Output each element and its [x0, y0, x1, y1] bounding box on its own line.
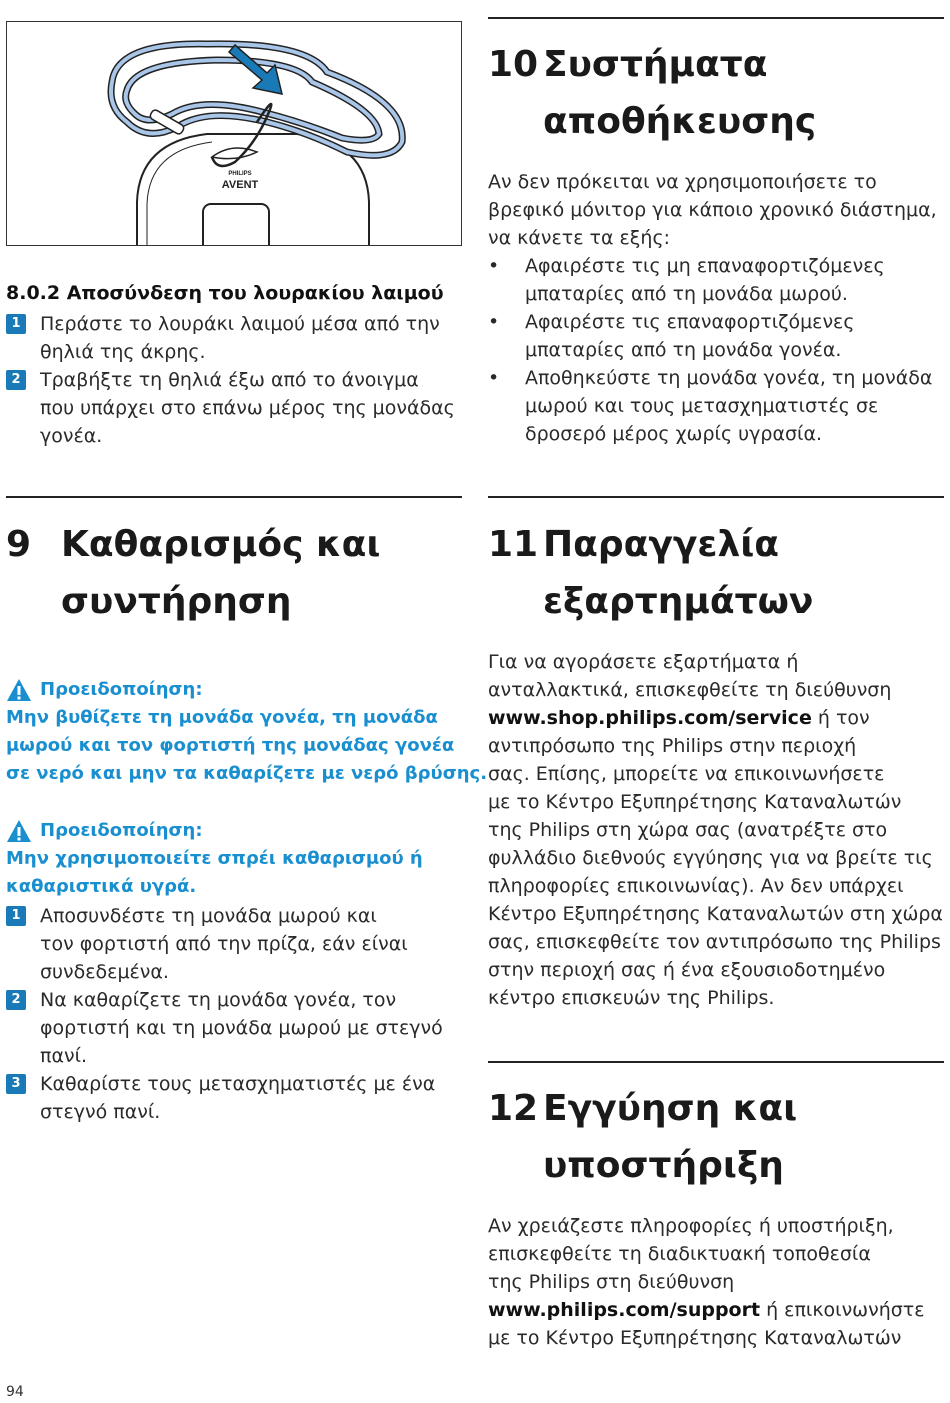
- step-line: φορτιστή και τη μονάδα μωρού με στεγνό: [40, 1017, 443, 1039]
- body-line: με το Κέντρο Εξυπηρέτησης Καταναλωτών: [488, 791, 902, 813]
- section-10-bullet-2: [488, 308, 944, 364]
- section-11-title: [488, 516, 944, 630]
- section-12-body: [488, 1212, 944, 1352]
- section-9-step-1: [6, 902, 456, 986]
- section-10-bullet-1: [488, 252, 944, 308]
- body-line: με το Κέντρο Εξυπηρέτησης Καταναλωτών: [488, 1327, 902, 1349]
- step-line: τον φορτιστή από την πρίζα, εάν είναι: [40, 933, 408, 955]
- step-line: Τραβήξτε τη θηλιά έξω από το άνοιγμα: [40, 369, 419, 391]
- body-fragment: ή τον: [811, 707, 870, 729]
- section-number: 10: [488, 44, 539, 85]
- body-line-with-link: [488, 1296, 944, 1324]
- section-8-step-1: [6, 310, 456, 366]
- title-line: Συστήματα: [543, 44, 768, 85]
- body-line: να κάνετε τα εξής:: [488, 227, 670, 249]
- body-line: πληροφορίες επικοινωνίας). Αν δεν υπάρχει: [488, 875, 904, 897]
- title-line: εξαρτημάτων: [543, 581, 814, 622]
- body-fragment: ή επικοινωνήστε: [760, 1299, 925, 1321]
- body-line: σας. Επίσης, μπορείτε να επικοινωνήσετε: [488, 763, 885, 785]
- step-number-badge: 2: [6, 370, 26, 390]
- pull-arrow-icon: [229, 45, 282, 94]
- warning-1-text: [6, 704, 487, 788]
- step-number-badge: 2: [6, 990, 26, 1010]
- warning-label: Προειδοποίηση:: [40, 679, 203, 700]
- title-line: υποστήριξη: [543, 1145, 784, 1186]
- title-line: αποθήκευσης: [543, 101, 817, 142]
- body-line: σας, επισκεφθείτε τον αντιπρόσωπο της Philips: [488, 931, 941, 953]
- warning-line: σε νερό και μην τα καθαρίζετε με νερό βρύσης.: [6, 763, 488, 784]
- philips-wordmark: PHILIPS: [228, 171, 252, 177]
- bullet-line: μπαταρίες από τη μονάδα μωρού.: [525, 283, 848, 305]
- step-line: Καθαρίστε τους μετασχηματιστές με ένα: [40, 1073, 436, 1095]
- section-11-rule: [488, 496, 944, 498]
- section-8-step-2: [6, 366, 456, 450]
- bullet-dot: •: [488, 311, 500, 333]
- step-line: συνδεδεμένα.: [40, 961, 169, 983]
- section-9-step-2: [6, 986, 456, 1070]
- section-10-rule: [488, 17, 944, 19]
- screen-outline: [203, 204, 269, 246]
- body-line: της Philips στη διεύθυνση: [488, 1271, 735, 1293]
- bullet-line: Αφαιρέστε τις μη επαναφορτιζόμενες: [525, 255, 885, 277]
- avent-logo: AVENT: [221, 179, 259, 191]
- title-line: Καθαρισμός και: [61, 524, 381, 565]
- body-line: αντιπρόσωπο της Philips στην περιοχή: [488, 735, 857, 757]
- section-9-title: [6, 516, 462, 630]
- body-line-with-link: [488, 704, 944, 732]
- step-line: Να καθαρίζετε τη μονάδα γονέα, τον: [40, 989, 397, 1011]
- bullet-line: Αποθηκεύστε τη μονάδα γονέα, τη μονάδα: [525, 367, 933, 389]
- section-11-body: [488, 648, 944, 1012]
- neck-cord-illustration: [6, 21, 462, 246]
- title-line: Παραγγελία: [543, 524, 779, 565]
- body-line: Αν δεν πρόκειται να χρησιμοποιήσετε το: [488, 171, 877, 193]
- step-line: θηλιά της άκρης.: [40, 341, 206, 363]
- section-number: 12: [488, 1088, 539, 1129]
- step-line: στεγνό πανί.: [40, 1101, 161, 1123]
- body-line: βρεφικό μόνιτορ για κάποιο χρονικό διάστημα,: [488, 199, 937, 221]
- warning-label: Προειδοποίηση:: [40, 820, 203, 841]
- bullet-line: μπαταρίες από τη μονάδα γονέα.: [525, 339, 842, 361]
- section-12-title: [488, 1080, 944, 1194]
- step-line: Αποσυνδέστε τη μονάδα μωρού και: [40, 905, 377, 927]
- section-10-title: [488, 36, 944, 150]
- section-number: 11: [488, 524, 539, 565]
- support-url-link[interactable]: www.philips.com/support: [488, 1299, 761, 1321]
- warning-line: Μην βυθίζετε τη μονάδα γονέα, τη μονάδα: [6, 707, 438, 728]
- service-url-link[interactable]: www.shop.philips.com/service: [488, 707, 812, 729]
- bullet-dot: •: [488, 367, 500, 389]
- parent-unit-drawing: [7, 22, 462, 246]
- body-line: ανταλλακτικά, επισκεφθείτε τη διεύθυνση: [488, 679, 892, 701]
- step-line: πανί.: [40, 1045, 88, 1067]
- bullet-line: μωρού και τους μετασχηματιστές σε: [525, 395, 879, 417]
- section-10-bullet-3: [488, 364, 944, 448]
- section-9-rule: [6, 496, 462, 498]
- section-number: 9: [6, 524, 32, 565]
- body-line: της Philips στη χώρα σας (ανατρέξτε στο: [488, 819, 888, 841]
- warning-icon: [6, 819, 32, 843]
- section-8-heading: 8.0.2 Αποσύνδεση του λουρακίου λαιμού: [6, 282, 444, 304]
- warning-line: καθαριστικά υγρά.: [6, 876, 197, 897]
- step-number-badge: 1: [6, 314, 26, 334]
- section-9-step-3: [6, 1070, 456, 1126]
- warning-icon: [6, 678, 32, 702]
- section-10-intro: [488, 168, 944, 252]
- warning-2-text: [6, 845, 423, 901]
- page-number: 94: [6, 1384, 24, 1400]
- warning-line: μωρού και τον φορτιστή της μονάδας γονέα: [6, 735, 455, 756]
- step-line: που υπάρχει στο επάνω μέρος της μονάδας: [40, 397, 455, 419]
- body-line: φυλλάδιο διεθνούς εγγύησης για να βρείτε τις: [488, 847, 933, 869]
- title-line: Εγγύηση και: [543, 1088, 798, 1129]
- body-line: Για να αγοράσετε εξαρτήματα ή: [488, 651, 799, 673]
- body-line: στην περιοχή σας ή ένα εξουσιοδοτημένο: [488, 959, 886, 981]
- section-12-rule: [488, 1061, 944, 1063]
- body-line: επισκεφθείτε τη διαδικτυακή τοποθεσία: [488, 1243, 871, 1265]
- warning-line: Μην χρησιμοποιείτε σπρέι καθαρισμού ή: [6, 848, 423, 869]
- bullet-dot: •: [488, 255, 500, 277]
- title-line: συντήρηση: [61, 581, 292, 622]
- bullet-line: δροσερό μέρος χωρίς υγρασία.: [525, 423, 823, 445]
- step-number-badge: 3: [6, 1074, 26, 1094]
- body-line: Κέντρο Εξυπηρέτησης Καταναλωτών στη χώρα: [488, 903, 943, 925]
- step-line: Περάστε το λουράκι λαιμού μέσα από την: [40, 313, 440, 335]
- body-line: Αν χρειάζεστε πληροφορίες ή υποστήριξη,: [488, 1215, 894, 1237]
- bullet-line: Αφαιρέστε τις επαναφορτιζόμενες: [525, 311, 855, 333]
- step-number-badge: 1: [6, 906, 26, 926]
- step-line: γονέα.: [40, 425, 103, 447]
- body-line: κέντρο επισκευών της Philips.: [488, 987, 775, 1009]
